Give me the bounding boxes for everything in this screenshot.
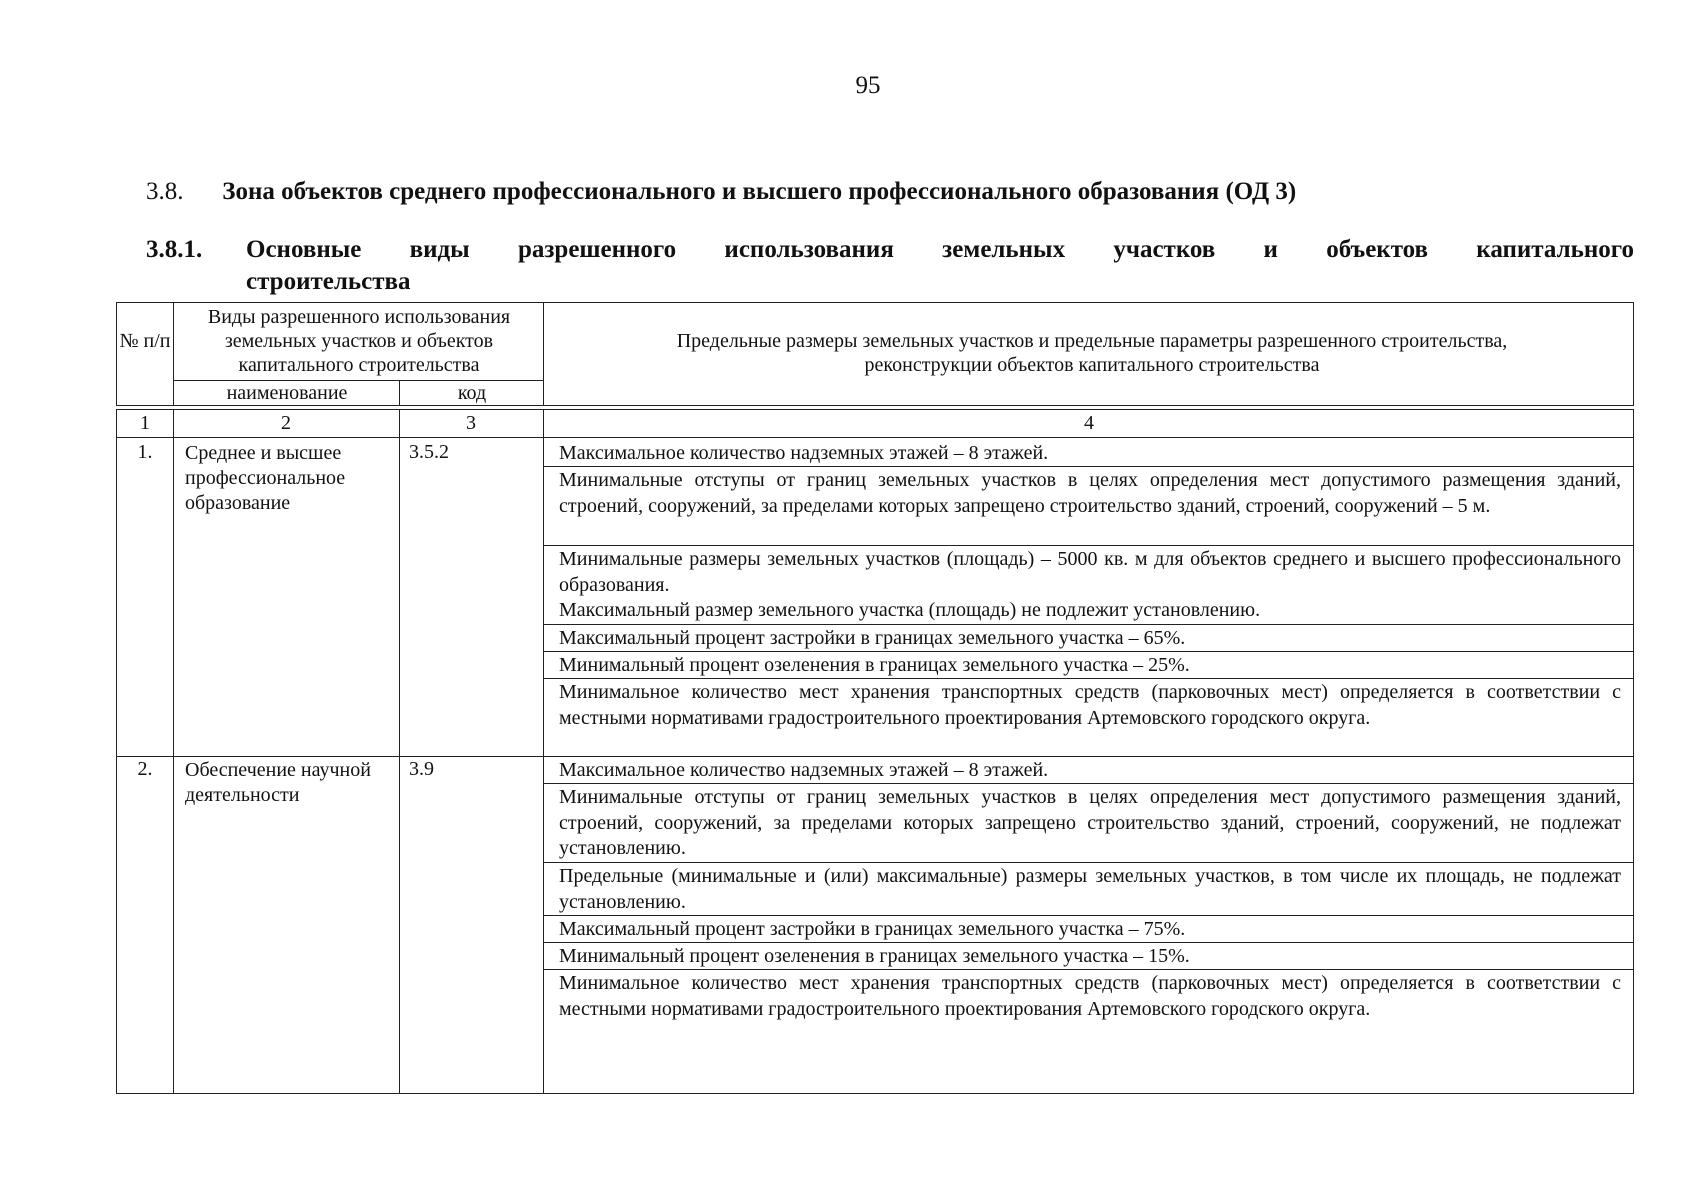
param-text: Минимальный процент озеленения в границах земельного участка – 15%.	[559, 945, 1190, 967]
row-number: 2.	[137, 758, 153, 780]
param-text: Минимальные размеры земельных участков (площадь) – 5000 кв. м для объектов среднего и высшего профессионального образования.	[559, 548, 1621, 596]
subsection-title-line1: Основные виды разрешенного использования земельных участков и объектов капитального	[246, 236, 1634, 263]
column-number: 3	[466, 412, 476, 434]
header-name: наименование	[226, 382, 348, 404]
subsection-number: 3.8.1.	[146, 236, 203, 263]
row-name: Среднее и высшее профессиональное образование	[185, 442, 346, 514]
table-header	[116, 302, 1634, 406]
row-number: 1.	[137, 441, 153, 463]
page-number: 95	[855, 72, 881, 99]
param-text: Предельные (минимальные и (или) максимальные) размеры земельных участков, в том числе их площадь, не подлежат установлению.	[559, 865, 1621, 913]
param-text: Максимальный процент застройки в границах земельного участка – 65%.	[559, 627, 1186, 649]
param-text: Минимальное количество мест хранения транспортных средств (парковочных мест) определяется в соответствии с местными нормативами градостроительного проектирования Артемовского городского округа.	[559, 972, 1621, 1020]
header-num: № п/п	[119, 330, 171, 352]
column-number: 2	[281, 412, 291, 434]
param-text: Минимальное количество мест хранения транспортных средств (парковочных мест) определяется в соответствии с местными нормативами градостроительного проектирования Артемовского городского округа.	[559, 681, 1621, 729]
section-number: 3.8.	[146, 178, 184, 205]
row-code: 3.5.2	[409, 441, 449, 463]
section-heading	[146, 178, 1296, 206]
param-text: Максимальный размер земельного участка (площадь) не подлежит установлению.	[559, 599, 1261, 621]
param-text: Максимальный процент застройки в границах земельного участка – 75%.	[559, 918, 1186, 940]
param-text: Минимальные отступы от границ земельных участков в целях определения мест допустимого размещения зданий, строений, сооружений, за пределами которых запрещено строительство зданий, строений, сооружений, не подлежат установлению.	[559, 786, 1621, 859]
param-text: Минимальные отступы от границ земельных участков в целях определения мест допустимого размещения зданий, строений, сооружений, за пределами которых запрещено строительство зданий, строений, сооружений – 5 м.	[559, 469, 1621, 517]
param-text: Минимальный процент озеленения в границах земельного участка – 25%.	[559, 654, 1190, 676]
table-body	[116, 409, 1634, 1094]
section-title: Зона объектов среднего профессионального и высшего профессионального образования (ОД 3)	[222, 178, 1297, 205]
row-code: 3.9	[409, 758, 434, 780]
column-number: 1	[140, 412, 150, 434]
header-types: Виды разрешенного использования земельных участков и объектов капитального строительства	[207, 306, 511, 376]
column-number: 4	[1084, 412, 1094, 434]
header-limits: Предельные размеры земельных участков и предельные параметры разрешенного строительства, реконструкции объектов капитального строительства	[676, 330, 1508, 376]
subsection-title-line2: строительства	[246, 268, 411, 295]
column-number-row	[117, 410, 1633, 438]
param-text: Максимальное количество надземных этажей – 8 этажей.	[559, 759, 1049, 781]
param-text: Максимальное количество надземных этажей – 8 этажей.	[559, 442, 1049, 464]
row-name: Обеспечение научной деятельности	[185, 759, 371, 806]
header-code: код	[457, 382, 487, 404]
